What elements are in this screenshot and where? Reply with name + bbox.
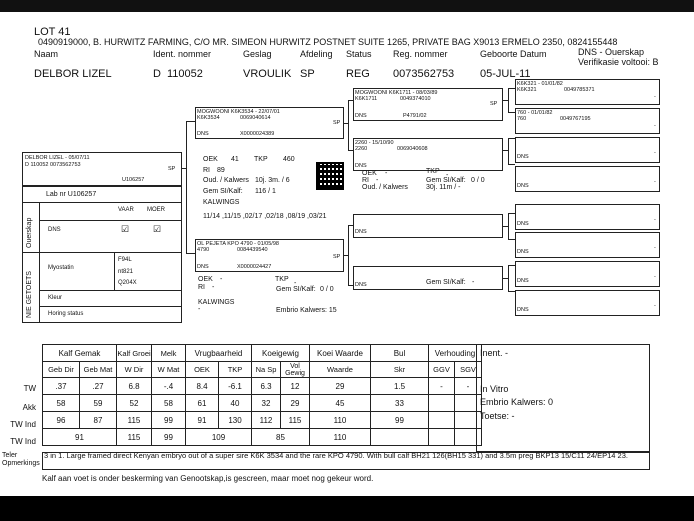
akk-vol-gewig: 29: [281, 395, 310, 412]
gen3-3-dns: DNS: [517, 154, 529, 160]
sub-w-dir: W Dir: [117, 362, 152, 378]
twind-waarde: 110: [310, 412, 371, 429]
group-verhouding: Verhouding: [429, 345, 482, 362]
performance-table: [42, 344, 482, 446]
ssd-line1: 760 - 01/01/82: [517, 110, 553, 116]
gen3-6-dns: DNS: [517, 249, 529, 255]
check-moer-icon: ☑: [153, 224, 162, 234]
tw-waarde: 29: [310, 378, 371, 395]
sire-sp: SP: [333, 120, 341, 126]
dam-line1: OL PEJETA KPO 4790 - 01/05/98: [197, 241, 279, 247]
sub-waarde: Waarde: [310, 362, 371, 378]
dam-reg: X0000024427: [237, 264, 272, 270]
header-ident: Ident. nommer: [153, 49, 212, 59]
self-id: U106257: [122, 177, 145, 183]
sire-dns: DNS: [197, 131, 209, 137]
ss-line2: K6K1711: [355, 96, 378, 102]
header-reg: Reg. nommer: [393, 49, 448, 59]
dam-kalwings-value: -: [198, 306, 201, 313]
akk-waarde: 45: [310, 395, 371, 412]
bottom-dark-band: [0, 496, 694, 521]
group-koeigewig: Koeigewig: [252, 345, 310, 362]
sub-oek: OEK: [186, 362, 219, 378]
header-verified: Verifikasie voltooi: B: [578, 57, 659, 67]
tw-w-dir: 6.8: [117, 378, 152, 395]
group-koei-waarde: Koei Waarde: [310, 345, 371, 362]
ouerskap-label: Ouerskap: [26, 217, 33, 248]
lab-nr: Lab nr U106257: [46, 191, 97, 198]
sd-line1: 2260 - 15/10/90: [355, 140, 394, 146]
gen3-7-dash: -: [654, 274, 656, 280]
sub-geb-dir: Geb Dir: [43, 362, 80, 378]
gen3-box-5: [515, 204, 660, 230]
dam-sire-box: [353, 214, 503, 238]
group-bul: Bul: [371, 345, 429, 362]
right-toetse: Toetse: -: [480, 411, 515, 421]
sire-line2b: 0069040614: [240, 115, 271, 121]
sire-oud-label: Oud. / Kalwers: [203, 177, 249, 184]
sd-line2b: 0069040608: [397, 146, 428, 152]
dam-dns: DNS: [197, 264, 209, 270]
animal-section: SP: [300, 68, 315, 80]
lab-dns: DNS: [48, 227, 61, 233]
animal-name: DELBOR LIZEL: [34, 68, 112, 80]
sd-gem-value: 0 / 0: [471, 177, 485, 184]
gen3-1-dash: -: [654, 94, 656, 100]
gen3-3-dash: -: [654, 150, 656, 156]
sire-kalwings-label: KALWINGS: [203, 199, 240, 206]
sire-ri-label: RI: [203, 167, 210, 174]
myo-nt821: nt821: [118, 269, 134, 275]
header-sex: Geslag: [243, 49, 272, 59]
ss-reg: P4791/02: [403, 113, 427, 119]
animal-sex: VROULIK: [243, 68, 292, 80]
dam-sp: SP: [333, 254, 341, 260]
ssd-line2: 760: [517, 116, 527, 122]
akk-geb-dir: 58: [43, 395, 80, 412]
right-embrio: Embrio Kalwers: 0: [480, 397, 554, 407]
gen3-4-dash: -: [654, 179, 656, 185]
lab-moer: MOER: [147, 207, 165, 213]
twind-vol-gewig: 115: [281, 412, 310, 429]
teler-label: Teler Opmerkings: [2, 452, 40, 467]
group-vrugbaarheid: Vrugbaarheid: [186, 345, 252, 362]
sub-tkp: TKP: [219, 362, 252, 378]
gen3-8-dns: DNS: [517, 307, 529, 313]
gen3-7-dns: DNS: [517, 278, 529, 284]
top-dark-band: [0, 0, 694, 12]
akk-ggv: [429, 395, 455, 412]
sire-oek-value: 41: [231, 156, 239, 163]
lab-vaar: VAAR: [118, 207, 134, 213]
horing-label: Horing status: [48, 311, 84, 317]
ss-sp: SP: [490, 101, 498, 107]
gen3-5-dns: DNS: [517, 221, 529, 227]
check-vaar-icon: ☑: [121, 224, 130, 234]
footer-note: Kalf aan voet is onder beskerming van Genootskap,is gescreen, maar moet nog gekeur word.: [42, 474, 374, 483]
twind2-kalf-gemak: 91: [43, 429, 117, 446]
dam-gem-label: Gem SI/Kalf:: [276, 286, 316, 293]
dam-tkp-label: TKP: [275, 276, 289, 283]
sub-w-mat: W Mat: [152, 362, 186, 378]
row-label-akk: Akk: [22, 403, 36, 412]
dam-line2b: 0084439540: [237, 247, 268, 253]
sd-gem-label: Gem SI/Kalf:: [426, 177, 466, 184]
header-section: Afdeling: [300, 49, 333, 59]
animal-ident: 110052: [167, 68, 203, 80]
sd-dns: DNS: [355, 163, 367, 169]
dam-gem2-value: -: [472, 279, 475, 286]
twind-w-dir: 115: [117, 412, 152, 429]
dam-line2: 4790: [197, 247, 210, 253]
twind-skr: 99: [371, 412, 429, 429]
animal-ident-prefix: D: [153, 68, 161, 80]
dam-ri-value: -: [212, 284, 215, 291]
ss-dns: DNS: [355, 113, 367, 119]
lot-number: LOT 41: [34, 26, 71, 38]
sire-oud-value: 10j. 3m. / 6: [255, 177, 290, 184]
dam-dam-box: [353, 266, 503, 290]
sire-tkp-label: TKP: [254, 156, 268, 163]
twind2-koei-waarde: 110: [310, 429, 371, 446]
dam-embrio: Embrio Kalwers: 15: [276, 307, 337, 314]
tw-geb-mat: .27: [80, 378, 117, 395]
myo-q204x: Q204X: [118, 280, 137, 286]
header-status: Status: [346, 49, 372, 59]
ds-dns: DNS: [355, 229, 367, 235]
nie-getoets-label: NIE GETOETS: [26, 271, 33, 318]
sd-tkp-value: -: [446, 172, 449, 179]
tw-skr: 1.5: [371, 378, 429, 395]
sub-na-sp: Na Sp: [252, 362, 281, 378]
akk-geb-mat: 59: [80, 395, 117, 412]
myo-f94l: F94L: [118, 257, 132, 263]
dam-ri-label: RI: [198, 284, 205, 291]
sd-oud-value: 30j. 11m / -: [426, 184, 461, 191]
twind-geb-mat: 87: [80, 412, 117, 429]
dam-kalwings-label: KALWINGS: [198, 299, 235, 306]
twind-geb-dir: 96: [43, 412, 80, 429]
akk-skr: 33: [371, 395, 429, 412]
sss-line2b: 0049785371: [564, 87, 595, 93]
gen3-5-dash: -: [654, 217, 656, 223]
ss-line1: MOGWOONI K6K1711 - 08/03/89: [355, 90, 438, 96]
sub-geb-mat: Geb Mat: [80, 362, 117, 378]
twind-tkp: 130: [219, 412, 252, 429]
akk-oek: 61: [186, 395, 219, 412]
twind2-vrugbaarheid: 109: [186, 429, 252, 446]
animal-reg: 0073562753: [393, 68, 455, 80]
sub-sgv: SGV: [455, 362, 482, 378]
sd-oek-value: -: [385, 170, 388, 177]
sd-oud-label: Oud. / Kalwers: [362, 184, 408, 191]
twind2-koeigewig: 85: [252, 429, 310, 446]
tw-oek: 8.4: [186, 378, 219, 395]
self-line2: D 110052 0073562753: [25, 162, 81, 168]
ssd-line2b: 0049767195: [560, 116, 591, 122]
gen3-6-dash: -: [654, 245, 656, 251]
gen3-box-8: [515, 290, 660, 316]
akk-w-dir: 52: [117, 395, 152, 412]
animal-status: REG: [346, 68, 370, 80]
myostatin-label: Myostatin: [48, 265, 74, 271]
self-line1: DELBOR LIZEL - 05/07/11: [25, 155, 90, 161]
gen3-box-7: [515, 261, 660, 287]
sire-gem-value: 116 / 1: [255, 188, 276, 195]
remark-text: 3 in 1. Large framed direct Kenyan embryo out of a super sire K6K 3534 and the rare KPO 4790. With bull calf BH21 126(BH15 331) and 3.5m preg BKP13 15/C11 24/EP14 23.: [44, 451, 628, 460]
sd-oek-label: OEK: [362, 170, 377, 177]
dam-oek-label: OEK: [198, 276, 213, 283]
tw-na-sp: 6.3: [252, 378, 281, 395]
tw-tkp: -6.1: [219, 378, 252, 395]
sd-ri-label: RI: [362, 177, 369, 184]
tw-w-mat: -.4: [152, 378, 186, 395]
right-inent: Inent. -: [480, 348, 509, 358]
twind-na-sp: 112: [252, 412, 281, 429]
sd-ri-value: -: [376, 177, 379, 184]
owner-line: 0490919000, B. HURWITZ FARMING, C/O MR. SIMEON HURWITZ POSTNET SUITE 1265, PRIVATE BAG X9013 ERMELO 2350, 0824155448: [38, 37, 618, 47]
right-invitro: In Vitro: [480, 384, 509, 394]
row-label-twind2: TW Ind: [10, 437, 36, 446]
sub-vol-gewig: Vol Gewig: [281, 362, 310, 378]
tw-ggv: -: [429, 378, 455, 395]
gen3-4-dns: DNS: [517, 183, 529, 189]
sub-skr: Skr: [371, 362, 429, 378]
self-sp: SP: [168, 166, 176, 172]
akk-na-sp: 32: [252, 395, 281, 412]
twind-w-mat: 99: [152, 412, 186, 429]
kleur-label: Kleur: [48, 295, 63, 301]
header-dob: Geboorte Datum: [480, 49, 547, 59]
dam-gem2-label: Gem SI/Kalf:: [426, 279, 466, 286]
sire-ri-value: 89: [217, 167, 225, 174]
sd-line2: 2260: [355, 146, 368, 152]
dam-gem-value: 0 / 0: [320, 286, 334, 293]
sss-line1: K6K321 - 01/01/82: [517, 81, 563, 87]
group-kalf-groei: Kalf Groei: [117, 345, 152, 362]
sire-line1: MOGWOONI K6K3534 - 22/07/01: [197, 109, 280, 115]
gen3-8-dash: -: [654, 303, 656, 309]
ss-line2b: 0049374010: [400, 96, 431, 102]
twind-oek: 91: [186, 412, 219, 429]
tw-geb-dir: .37: [43, 378, 80, 395]
twind2-melk: 99: [152, 429, 186, 446]
tw-sgv: -: [455, 378, 482, 395]
sire-tkp-value: 460: [283, 156, 295, 163]
gen3-2-dash: -: [654, 123, 656, 129]
akk-tkp: 40: [219, 395, 252, 412]
tw-vol-gewig: 12: [281, 378, 310, 395]
qr-code: [316, 162, 344, 190]
akk-w-mat: 58: [152, 395, 186, 412]
dam-tkp-value: -: [294, 280, 297, 287]
sire-gem-label: Gem SI/Kalf:: [203, 188, 243, 195]
dd-dns: DNS: [355, 282, 367, 288]
sire-oek-label: OEK: [203, 156, 218, 163]
sd-tkp-label: TKP: [426, 168, 440, 175]
sire-kalwings-values: 11/14 ,11/15 ,02/17 ,02/18 ,08/19 ,03/21: [203, 213, 327, 220]
twind-ggv: [429, 412, 455, 429]
sire-line2: K6K3534: [197, 115, 220, 121]
twind2-kalf-groei: 115: [117, 429, 152, 446]
gen3-box-6: [515, 232, 660, 258]
row-label-twind: TW Ind: [10, 420, 36, 429]
gen3-box-3: [515, 137, 660, 163]
group-melk: Melk: [152, 345, 186, 362]
header-name: Naam: [34, 49, 59, 59]
group-kalf-gemak: Kalf Gemak: [43, 345, 117, 362]
row-label-tw: TW: [23, 384, 36, 393]
header-dns: DNS - Ouerskap: [578, 47, 645, 57]
sss-line2: K6K321: [517, 87, 537, 93]
gen3-box-4: [515, 166, 660, 192]
dam-oek-value: -: [220, 276, 223, 283]
animal-dob: 05-JUL-11: [480, 68, 531, 80]
sire-reg: X0000024389: [240, 131, 275, 137]
sub-ggv: GGV: [429, 362, 455, 378]
